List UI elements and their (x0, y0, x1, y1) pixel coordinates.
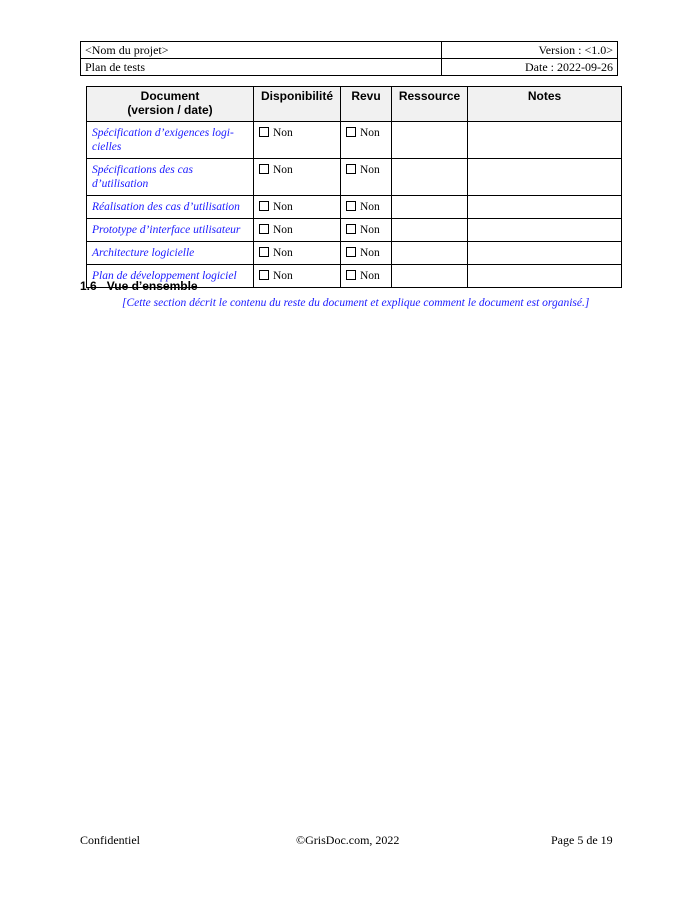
footer-page-number: Page 5 de 19 (551, 833, 613, 847)
section-description: [Cette section décrit le contenu du reste du document et explique comment le document est organisé.] (122, 297, 590, 309)
checkbox-label: Non (273, 247, 293, 259)
footer-confidential: Confidentiel (80, 833, 140, 847)
col-notes: Notes (468, 87, 622, 122)
table-row (87, 219, 622, 242)
checkbox-label: Non (360, 127, 380, 139)
checkbox-label: Non (273, 224, 293, 236)
disponibilite-cell (254, 219, 341, 242)
checkbox-label: Non (360, 164, 380, 176)
section-number: 1.6 (80, 279, 97, 293)
section-title: Vue d’ensemble (106, 279, 198, 293)
checkbox-icon[interactable] (259, 270, 269, 280)
table-row (87, 196, 622, 219)
table-row (87, 242, 622, 265)
ressource-cell (392, 242, 468, 265)
document-name: Spécifications des cas d’utilisation (87, 159, 254, 196)
ressource-cell (392, 159, 468, 196)
notes-cell (468, 159, 622, 196)
document-date: Date : 2022-09-26 (442, 59, 618, 76)
notes-cell (468, 122, 622, 159)
checkbox-icon[interactable] (346, 270, 356, 280)
ressource-cell (392, 219, 468, 242)
footer-copyright: ©GrisDoc.com, 2022 (296, 833, 400, 847)
col-document: Document (version / date) (87, 87, 254, 122)
notes-cell (468, 219, 622, 242)
disponibilite-cell (254, 122, 341, 159)
checkbox-label: Non (360, 201, 380, 213)
version: Version : <1.0> (442, 42, 618, 59)
document-name: Architecture logicielle (87, 242, 254, 265)
checkbox-icon[interactable] (259, 224, 269, 234)
checkbox-icon[interactable] (259, 127, 269, 137)
checkbox-icon[interactable] (346, 201, 356, 211)
col-ressource: Ressource (392, 87, 468, 122)
checkbox-icon[interactable] (259, 164, 269, 174)
table-row (87, 122, 622, 159)
checkbox-label: Non (273, 201, 293, 213)
disponibilite-cell (254, 196, 341, 219)
col-disponibilite: Disponibilité (254, 87, 341, 122)
checkbox-icon[interactable] (259, 201, 269, 211)
checkbox-label: Non (273, 270, 293, 282)
document-name: Spécification d’exigences logi- cielles (87, 122, 254, 159)
section-heading (80, 279, 198, 293)
revu-cell (341, 196, 392, 219)
disponibilite-cell (254, 242, 341, 265)
notes-cell (468, 196, 622, 219)
revu-cell (341, 242, 392, 265)
col-revu: Revu (341, 87, 392, 122)
checkbox-icon[interactable] (346, 127, 356, 137)
document-name: Réalisation des cas d’utilisation (87, 196, 254, 219)
page-header (80, 41, 618, 76)
checkbox-label: Non (273, 164, 293, 176)
document-name: Prototype d’interface utilisateur (87, 219, 254, 242)
checkbox-icon[interactable] (346, 247, 356, 257)
ressource-cell (392, 265, 468, 288)
disponibilite-cell (254, 159, 341, 196)
checkbox-icon[interactable] (346, 164, 356, 174)
document-title: Plan de tests (81, 59, 442, 76)
ressource-cell (392, 122, 468, 159)
checkbox-label: Non (360, 224, 380, 236)
checkbox-label: Non (273, 127, 293, 139)
project-name: <Nom du projet> (81, 42, 442, 59)
notes-cell (468, 265, 622, 288)
checkbox-icon[interactable] (346, 224, 356, 234)
revu-cell (341, 265, 392, 288)
checkbox-icon[interactable] (259, 247, 269, 257)
notes-cell (468, 242, 622, 265)
document-name: Plan de développement logiciel (87, 265, 254, 288)
checkbox-label: Non (360, 270, 380, 282)
revu-cell (341, 122, 392, 159)
table-row (87, 159, 622, 196)
documents-table (86, 86, 622, 288)
ressource-cell (392, 196, 468, 219)
disponibilite-cell (254, 265, 341, 288)
revu-cell (341, 219, 392, 242)
revu-cell (341, 159, 392, 196)
checkbox-label: Non (360, 247, 380, 259)
